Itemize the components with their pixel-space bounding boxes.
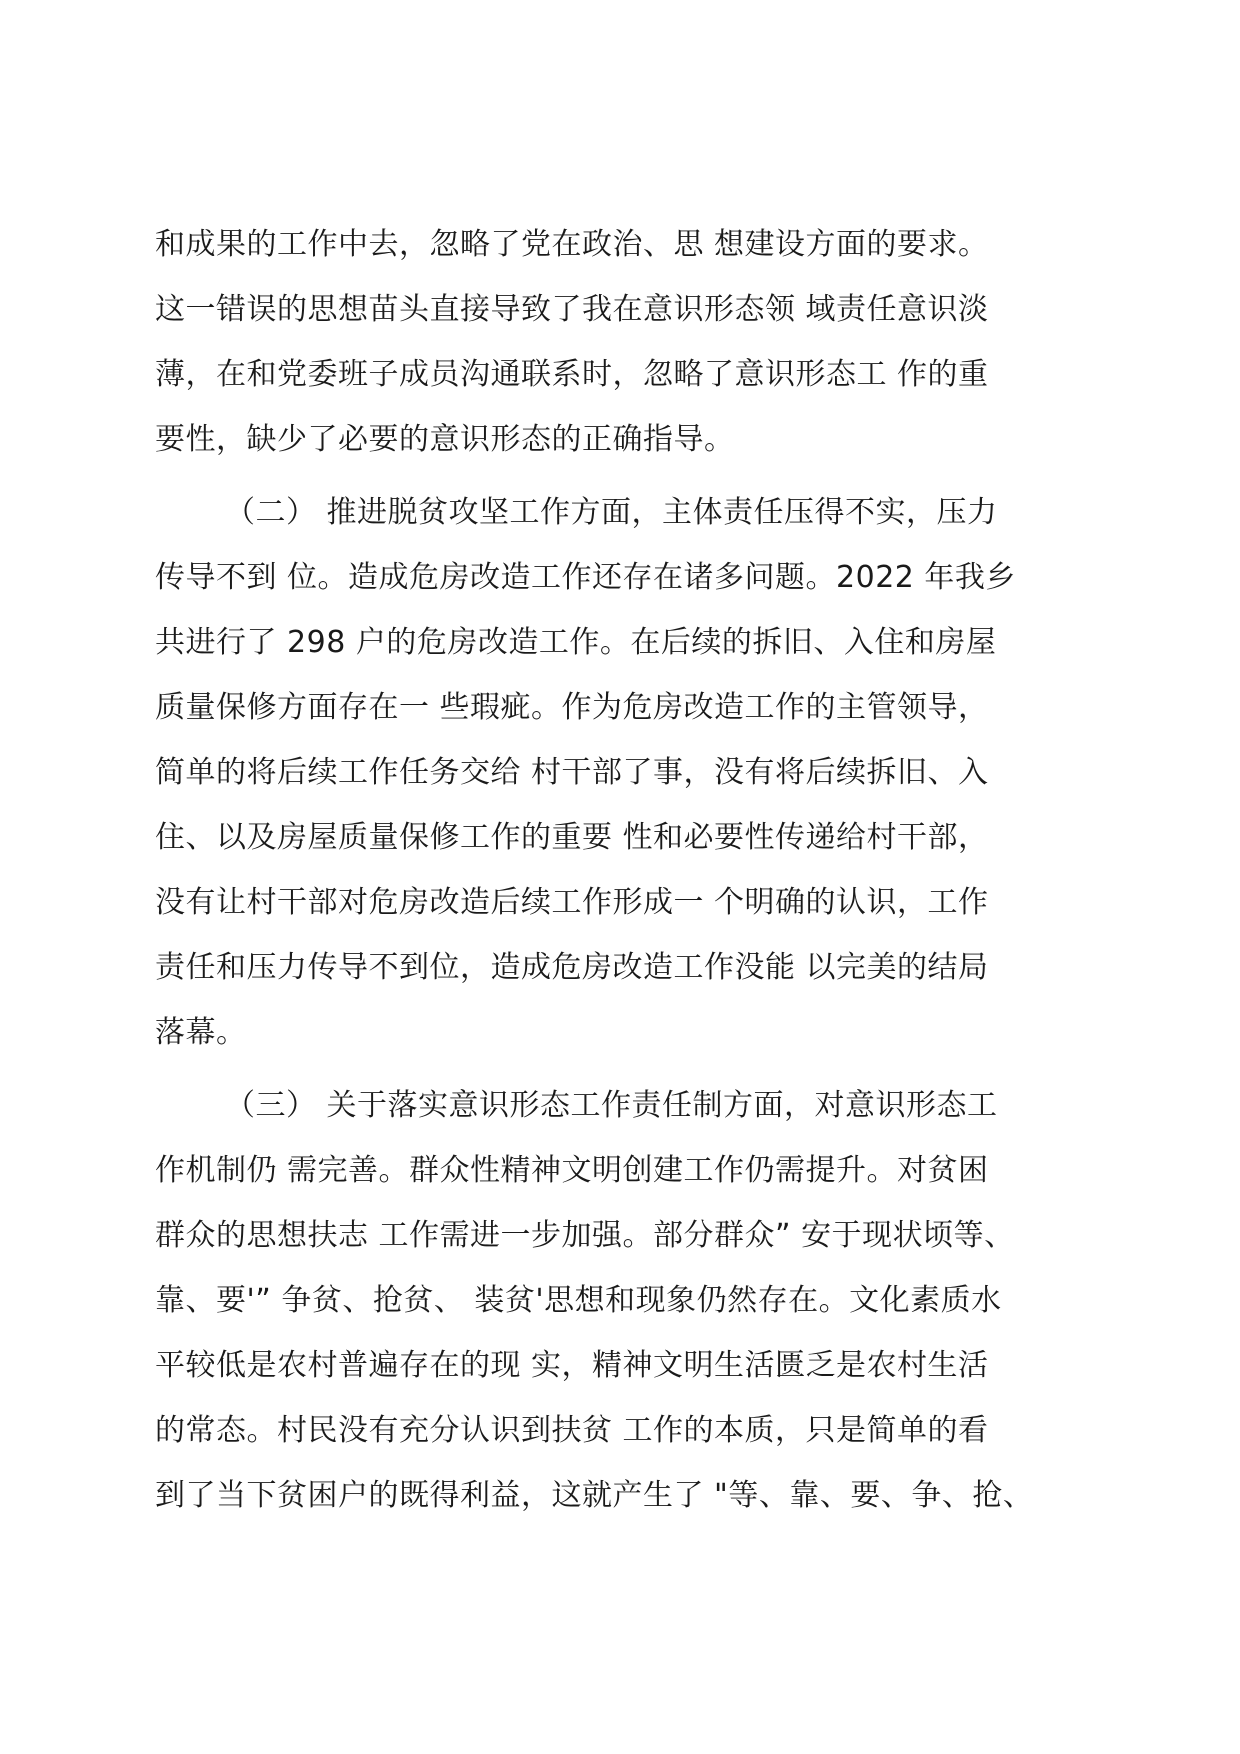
text-line: 责任和压力传导不到位，造成危房改造工作没能 以完美的结局 [155, 950, 989, 985]
text-line: 到了当下贫困户的既得利益，这就产生了 "等、靠、要、争、抢、 [155, 1478, 1034, 1513]
text-line: 要性，缺少了必要的意识形态的正确指导。 [155, 422, 735, 457]
text-line: 共进行了 298 户的危房改造工作。在后续的拆旧、入住和房屋 [155, 625, 997, 660]
text-line: 平较低是农村普遍存在的现 实，精神文明生活匮乏是农村生活 [155, 1348, 989, 1383]
text-line: 落幕。 [155, 1015, 247, 1050]
text-line: 这一错误的思想苗头直接导致了我在意识形态领 域责任意识淡 [155, 292, 989, 327]
text-line: 靠、要'” 争贫、抢贫、 装贫'思想和现象仍然存在。文化素质水 [155, 1283, 1002, 1318]
text-line: 群众的思想扶志 工作需进一步加强。部分群众” 安于现状顷等、 [155, 1218, 1015, 1253]
text-line: 和成果的工作中去，忽略了党在政治、思 想建设方面的要求。 [155, 227, 989, 262]
text-line: 作机制仍 需完善。群众性精神文明创建工作仍需提升。对贫困 [155, 1153, 989, 1188]
paragraph-2 [155, 480, 1115, 1065]
text-line: 薄，在和党委班子成员沟通联系时，忽略了意识形态工 作的重 [155, 357, 989, 392]
text-line: 质量保修方面存在一 些瑕疵。作为危房改造工作的主管领导， [155, 690, 989, 725]
text-line: 简单的将后续工作任务交给 村干部了事，没有将后续拆旧、入 [155, 755, 989, 790]
paragraph-1 [155, 212, 1115, 472]
paragraph-gap [155, 1065, 1115, 1073]
paragraph-gap [155, 472, 1115, 480]
text-line: （二） 推进脱贫攻坚工作方面，主体责任压得不实，压力 [225, 495, 998, 530]
paragraph-3 [155, 1073, 1115, 1528]
text-line: 没有让村干部对危房改造后续工作形成一 个明确的认识，工作 [155, 885, 989, 920]
text-line: 的常态。村民没有充分认识到扶贫 工作的本质，只是简单的看 [155, 1413, 989, 1448]
text-line: 住、以及房屋质量保修工作的重要 性和必要性传递给村干部， [155, 820, 989, 855]
text-line: 传导不到 位。造成危房改造工作还存在诸多问题。2022 年我乡 [155, 560, 1016, 595]
document-body [155, 212, 1115, 1528]
text-line: （三） 关于落实意识形态工作责任制方面，对意识形态工 [225, 1088, 998, 1123]
